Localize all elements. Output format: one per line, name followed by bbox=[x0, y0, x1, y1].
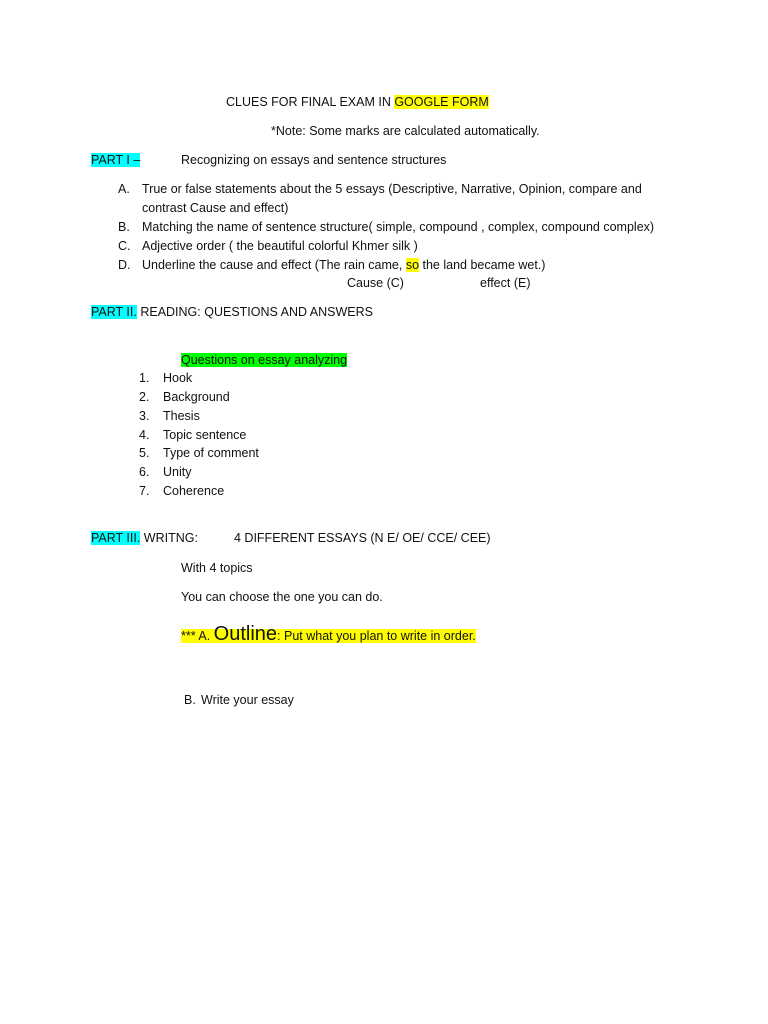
list-item-number: 2. bbox=[139, 390, 150, 404]
effect-label: effect (E) bbox=[480, 276, 531, 290]
list-item-number: 6. bbox=[139, 465, 150, 479]
part1-item-marker: C. bbox=[118, 239, 131, 253]
part1-item-a-line1: True or false statements about the 5 essays (Descriptive, Narrative, Opinion, compare and bbox=[142, 182, 642, 196]
write-essay-text: Write your essay bbox=[201, 693, 294, 707]
list-item-number: 5. bbox=[139, 446, 150, 460]
title-highlight: GOOGLE FORM bbox=[394, 95, 489, 109]
page-title bbox=[226, 94, 489, 110]
part1-heading: Recognizing on essays and sentence structures bbox=[181, 153, 447, 167]
part1-item-d bbox=[142, 257, 545, 273]
part1-item-marker: B. bbox=[118, 220, 130, 234]
part1-item-marker: A. bbox=[118, 182, 130, 196]
outline-highlight bbox=[181, 623, 476, 645]
part1-item-marker: D. bbox=[118, 258, 131, 272]
part2-heading bbox=[91, 304, 373, 320]
part3-heading bbox=[91, 530, 198, 546]
part3-label: PART III. bbox=[91, 531, 141, 545]
outline-line bbox=[181, 623, 476, 648]
list-item-number: 7. bbox=[139, 484, 150, 498]
part2-subheading-text: Questions on essay analyzing bbox=[181, 353, 348, 367]
part3-topics: With 4 topics bbox=[181, 561, 253, 575]
part1-label: PART I – bbox=[91, 153, 141, 167]
part1-item-b: Matching the name of sentence structure( simple, compound , complex, compound complex) bbox=[142, 220, 655, 234]
list-item: Type of comment bbox=[163, 446, 259, 460]
part3-choose: You can choose the one you can do. bbox=[181, 590, 383, 604]
note-text: *Note: Some marks are calculated automatically. bbox=[271, 124, 540, 138]
list-item: Hook bbox=[163, 371, 193, 385]
part1-item-c: Adjective order ( the beautiful colorful Khmer silk ) bbox=[142, 239, 418, 253]
part1-item-a-line2: contrast Cause and effect) bbox=[142, 201, 289, 215]
part2-label: PART II. bbox=[91, 305, 137, 319]
list-item: Unity bbox=[163, 465, 192, 479]
cause-label: Cause (C) bbox=[347, 276, 404, 290]
part3-essays: 4 DIFFERENT ESSAYS (N E/ OE/ CCE/ CEE) bbox=[234, 531, 491, 545]
list-item: Coherence bbox=[163, 484, 225, 498]
list-item: Thesis bbox=[163, 409, 200, 423]
write-marker: B. bbox=[184, 693, 196, 707]
part1-item-d-highlight: so bbox=[405, 258, 420, 272]
list-item-number: 1. bbox=[139, 371, 150, 385]
outline-word: Outline bbox=[213, 623, 278, 645]
part3-title: WRITNG: bbox=[140, 531, 198, 545]
title-text: CLUES FOR FINAL EXAM IN bbox=[226, 95, 395, 109]
list-item-number: 3. bbox=[139, 409, 150, 423]
list-item-number: 4. bbox=[139, 428, 150, 442]
part1-heading-line bbox=[91, 152, 140, 168]
outline-prefix: *** A. bbox=[181, 629, 214, 643]
part2-title: READING: QUESTIONS AND ANSWERS bbox=[136, 305, 374, 319]
part1-item-d-after: the land became wet.) bbox=[419, 258, 546, 272]
list-item: Background bbox=[163, 390, 230, 404]
list-item: Topic sentence bbox=[163, 428, 247, 442]
part2-subheading bbox=[181, 352, 347, 368]
part1-item-d-before: Underline the cause and effect (The rain came, bbox=[142, 258, 406, 272]
outline-rest: : Put what you plan to write in order. bbox=[277, 629, 476, 643]
